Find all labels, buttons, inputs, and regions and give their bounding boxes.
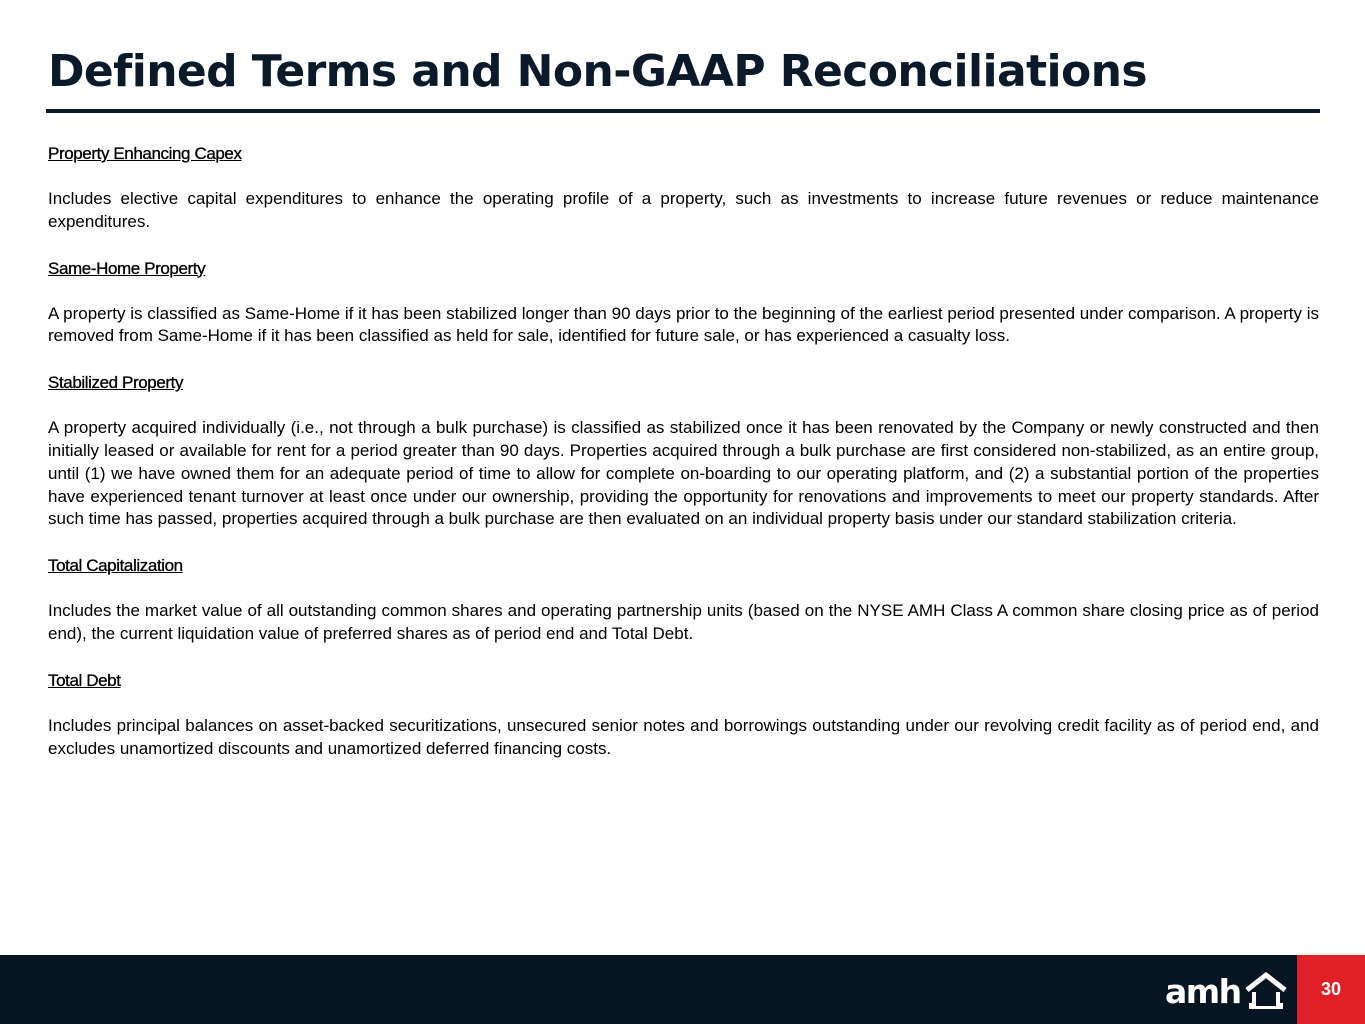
- amh-logo: [1165, 970, 1289, 1014]
- definitions-content: [48, 142, 1319, 783]
- section-heading: Total Capitalization: [48, 556, 183, 576]
- section-body: A property is classified as Same-Home if it has been stabilized longer than 90 days prior to the beginning of the earliest period presented under comparison. A property is removed from Same-Home if it has been classified as held for sale, identified for future sale, or has experienced a casualty loss.: [48, 303, 1319, 346]
- section-heading: Property Enhancing Capex: [48, 144, 242, 163]
- definition-same-home-property: [48, 257, 1319, 349]
- title-divider: [46, 109, 1320, 113]
- definition-total-capitalization: [48, 554, 1319, 646]
- definition-property-enhancing-capex: [48, 142, 1319, 234]
- section-heading: Total Debt: [48, 670, 121, 690]
- page-number: 30: [1320, 979, 1342, 999]
- section-heading: Same-Home Property: [48, 258, 206, 278]
- section-body: Includes principal balances on asset-backed securitizations, unsecured senior notes and borrowings outstanding under our revolving credit facility as of period end, and excludes unamortized discounts and unamortized deferred financing costs.: [48, 715, 1319, 758]
- section-body: A property acquired individually (i.e., not through a bulk purchase) is classified as stabilized once it has been renovated by the Company or newly constructed and then initially leased or available for rent for a period greater than 90 days. Properties acquired through a bulk purchase are first considered non-stabilized, as an entire group, until (1) we have owned them for an adequate period of time to allow for complete on-boarding to our operating platform, and (2) a substantial portion of the properties have experienced tenant turnover at least once under our ownership, providing the opportunity for renovations and improvements to meet our property standards. After such time has passed, properties acquired through a bulk purchase are then evaluated on an individual property basis under our standard stabilization criteria.: [48, 418, 1319, 529]
- page-number-badge: [1297, 955, 1365, 1024]
- house-icon: [1245, 971, 1287, 1009]
- section-body: Includes elective capital expenditures to enhance the operating profile of a property, such as investments to increase future revenues or reduce maintenance expenditures.: [48, 189, 1319, 231]
- definition-total-debt: [48, 669, 1319, 761]
- definition-stabilized-property: [48, 371, 1319, 531]
- page-title: Defined Terms and Non-GAAP Reconciliations: [48, 46, 1147, 97]
- logo-wordmark: amh: [1165, 972, 1241, 1011]
- section-heading: Stabilized Property: [48, 373, 184, 393]
- footer-bar: [0, 955, 1365, 1024]
- section-body: Includes the market value of all outstanding common shares and operating partnership units (based on the NYSE AMH Class A common share closing price as of period end), the current liquidation value of preferred shares as of period end and Total Debt.: [48, 601, 1319, 643]
